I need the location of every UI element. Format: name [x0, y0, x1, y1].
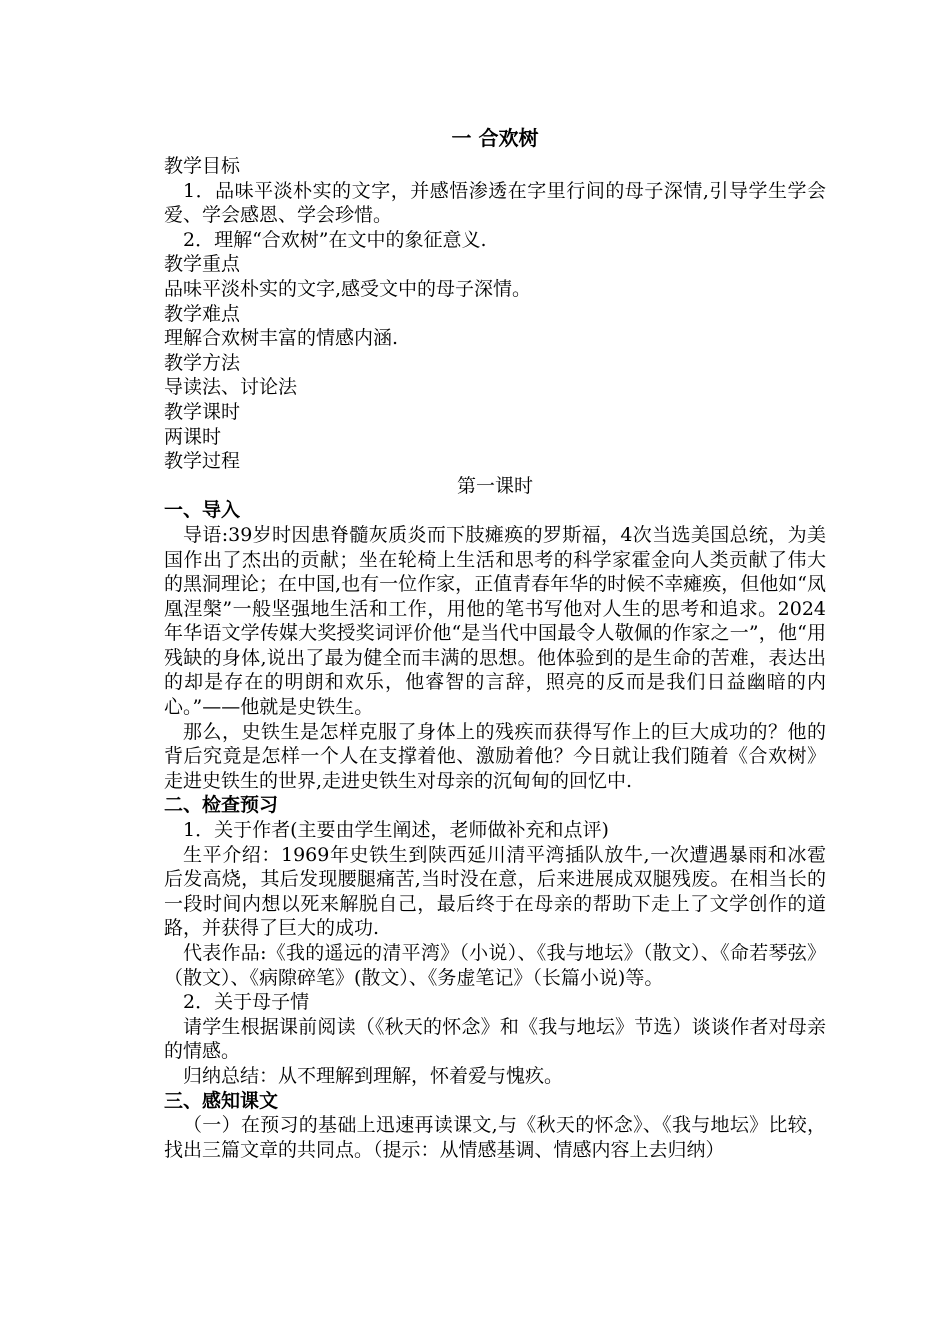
hours-text: 两课时 — [164, 425, 222, 448]
document-title: 一 合欢树 — [451, 126, 539, 150]
section-2-works: 代表作品:《我的遥远的清平湾》（小说）、《我与地坛》（散文）、《命若琴弦》（散文）、《病隙碎笔》(散文）、《务虚笔记》（长篇小说)等。 — [164, 942, 826, 989]
section-1-heading: 一、导入 — [164, 499, 241, 522]
difficulties-text: 理解合欢树丰富的情感内涵. — [164, 327, 399, 350]
section-2-item-2: 2．关于母子情 — [183, 991, 310, 1014]
difficulties-heading: 教学难点 — [164, 302, 241, 325]
section-1-para-2: 那么，史铁生是怎样克服了身体上的残疾而获得写作上的巨大成功的？他的背后究竟是怎样一个人在支撑着他、激励着他？今日就让我们随着《合欢树》走进史铁生的世界,走进史铁生对母亲的沉甸甸的回忆中. — [164, 720, 826, 792]
hours-heading: 教学课时 — [164, 400, 241, 423]
lesson-label: 第一课时 — [456, 474, 533, 497]
key-points-heading: 教学重点 — [164, 253, 241, 276]
section-2-summary: 归纳总结：从不理解到理解，怀着爱与愧疚。 — [183, 1064, 564, 1087]
objective-item-1: 1．品味平淡朴实的文字，并感悟渗透在字里行间的母子深情,引导学生学会爱、学会感恩、学会珍惜。 — [164, 179, 826, 227]
objectives-heading: 教学目标 — [164, 155, 241, 177]
section-2-bio: 生平介绍：1969年史铁生到陕西延川清平湾插队放牛,一次遭遇暴雨和冰雹后发高烧，其后发现腰腿痛苦,当时没在意，后来进展成双腿残废。在相当长的一段时间内想以死来解脱自己，最后终于在母亲的帮助下走上了文学创作的道路，并获得了巨大的成功. — [164, 843, 826, 940]
section-3-item-1: （一）在预习的基础上迅速再读课文,与《秋天的怀念》、《我与地坛》比较，找出三篇文章的共同点。（提示：从情感基调、情感内容上去归纳） — [164, 1114, 826, 1161]
section-2-item-1: 1．关于作者(主要由学生阐述，老师做补充和点评) — [183, 819, 609, 842]
section-1-para-1: 导语:39岁时因患脊髓灰质炎而下肢瘫痪的罗斯福，4次当选美国总统，为美国作出了杰出的贡献；坐在轮椅上生活和思考的科学家霍金向人类贡献了伟大的黑洞理论；在中国,也有一位作家，正值青春年华的时候不幸瘫痪，但他如“凤凰涅槃”一般坚强地生活和工作，用他的笔书写他对人生的思考和追求。2024年华语文学传媒大奖授奖词评价他“是当代中国最令人敬佩的作家之一”，他“用残缺的身体,说出了最为健全而丰满的思想。他体验到的是生命的苦难，表达出的却是存在的明朗和欢乐，他睿智的言辞，照亮的反而是我们日益幽暗的内心。”——他就是史铁生。 — [164, 523, 826, 719]
methods-text: 导读法、讨论法 — [164, 376, 298, 399]
section-2-heading: 二、检查预习 — [164, 794, 279, 817]
document-page — [164, 124, 826, 1162]
section-2-reading: 请学生根据课前阅读（《秋天的怀念》和《我与地坛》节选）谈谈作者对母亲的情感。 — [164, 1015, 826, 1063]
process-heading: 教学过程 — [164, 450, 241, 473]
objective-item-2: 2．理解“合欢树”在文中的象征意义. — [183, 228, 487, 251]
methods-heading: 教学方法 — [164, 351, 241, 374]
section-3-heading: 三、感知课文 — [164, 1089, 279, 1112]
key-points-text: 品味平淡朴实的文字,感受文中的母子深情。 — [164, 277, 532, 300]
